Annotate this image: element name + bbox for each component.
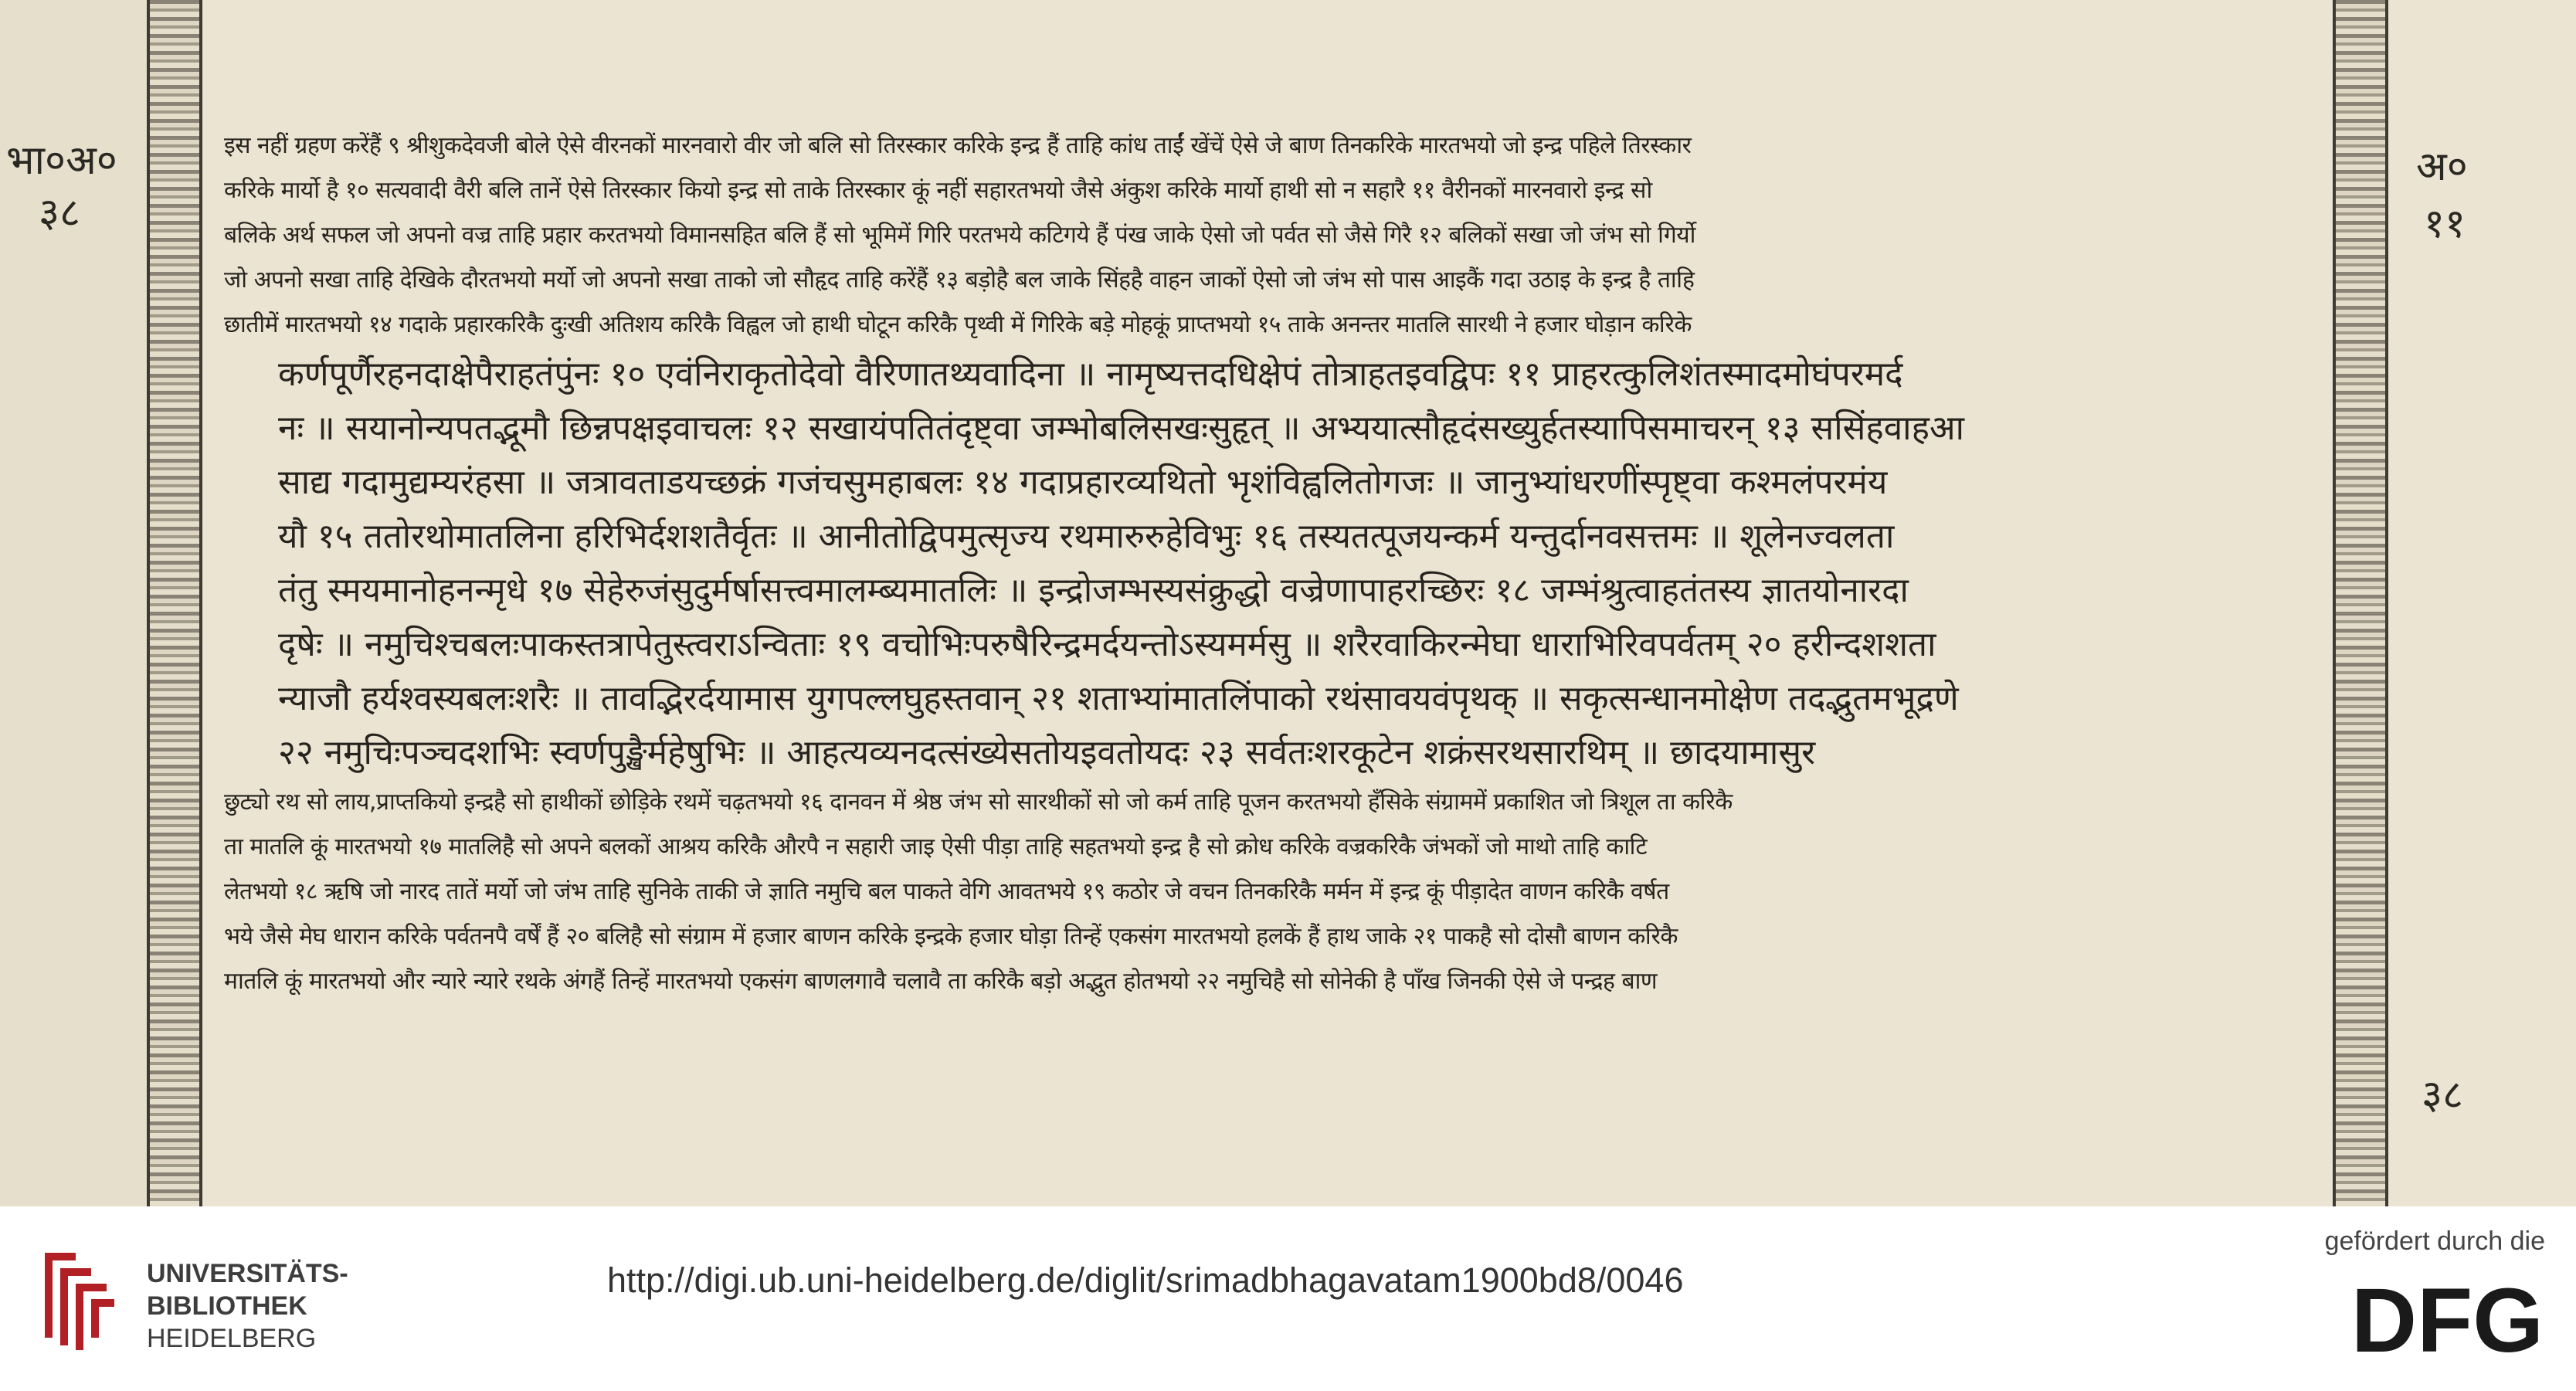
margin-page-number-left: ३८ [39, 190, 81, 236]
commentary-line: मातलि कूं मारतभयो और न्यारे न्यारे रथके अंगहैं तिन्हें मारतभयो एकसंग बाणलगावै चलावै ता करिकै बड़ो अद्भुत होतभयो २२ नमुचिहै सो सोनेकी है पाँख जिनकी ऐसे जे पन्द्रह बाण [224, 968, 1658, 995]
permalink-url[interactable]: http://digi.ub.uni-heidelberg.de/diglit/srimadbhagavatam1900bd8/0046 [607, 1260, 1684, 1300]
border-rule [2333, 0, 2336, 1206]
commentary-line: छातीमें मारतभयो १४ गदाके प्रहारकरिकै दुःखी अतिशय करिकै विह्वल जो हाथी घोटून करिकै पृथ्वी में गिरिके बड़े मोहकूं प्राप्तभयो १५ ताके अनन्तर मातलि सारथी ने हजार घोड़ान करिके [224, 311, 1692, 338]
sanskrit-verse-line: न्याजौ हर्यश्वस्यबलःशरैः ॥ तावद्भिरर्दयामास युगपल्लघुहस्तवान् २१ शताभ्यांमातलिंपाको रथंसावयवंपृथक् ॥ सकृत्सन्धानमोक्षेण तदद्भुतमभूद्रणे [278, 679, 1959, 718]
sanskrit-verse-line: कर्णपूर्णैरहनदाक्षेपैराहतंपुंनः १० एवंनिराकृतोदेवो वैरिणातथ्यवादिना ॥ नामृष्यत्तदधिक्षेपं तोत्राहतइवद्विपः ११ प्राहरत्कुलिशंतस्मादमोघंपरमर्द [278, 355, 1903, 394]
institution-name-line: HEIDELBERG [147, 1324, 317, 1353]
commentary-line: ता मातलि कूं मारतभयो १७ मातलिहै सो अपने बलकों आश्रय करिकै औरपै न सहारी जाइ ऐसी पीड़ा ताहि सहतभयो इन्द्र है सो क्रोध करिके वज्रकरिकै जंभकों जो माथो ताहि काटि [224, 833, 1648, 860]
sanskrit-verse-line: २२ नमुचिःपञ्चदशभिः स्वर्णपुङ्खैर्महेषुभिः ॥ आहत्यव्यनदत्संख्येसतोयइवतोयदः २३ सर्वतःशरकूटेन शक्रंसरथसारथिम् ॥ छादयामासुर [278, 733, 1816, 772]
dfg-logo-text: DFG [2350, 1274, 2544, 1359]
page-text [224, 124, 2325, 1004]
university-library-logo-icon[interactable] [29, 1245, 122, 1353]
commentary-line: करिके मार्यो है १० सत्यवादी वैरी बलि तानें ऐसे तिरस्कार कियो इन्द्र सो ताके तिरस्कार कूं नहीं सहारतभयो जैसे अंकुश करिके मार्यो हाथी सो न सहारै ११ वैरीनकों मारनवारो इन्द्र सो [224, 177, 1652, 204]
viewer-footer [0, 1206, 2576, 1391]
margin-chapter-number-right: ११ [2424, 201, 2466, 247]
commentary-line: इस नहीं ग्रहण करेंहैं ९ श्रीशुकदेवजी बोले ऐसे वीरनकों मारनवारो वीर जो बलि सो तिरस्कार करिके इन्द्र हैं ताहि कांध ताईं खेंचें ऐसे जे बाण तिनकरिके मारतभयो जो इन्द्र पहिले तिरस्कार [224, 132, 1692, 159]
ornamental-border-left [147, 0, 201, 1206]
commentary-line: भये जैसे मेघ धारान करिके पर्वतनपै वर्षें हैं २० बलिहै सो संग्राम में हजार बाणन करिके इन्द्रके हजार घोड़ा तिन्हें एकसंग मारतभयो हलकें हैं हाथ जाके २१ पाकहै सो दोसौ बाणन करिकै [224, 923, 1678, 950]
sanskrit-verse-line: नः ॥ सयानोन्यपतद्भूमौ छिन्नपक्षइवाचलः १२ सखायंपतितंदृष्ट्वा जम्भोबलिसखःसुहृत् ॥ अभ्ययात्सौहृदंसख्युर्हतस्यापिसमाचरन् १३ ससिंहवाहआ [278, 409, 1964, 448]
commentary-line: लेतभयो १८ ऋषि जो नारद तातें मर्यो जो जंभ ताहि सुनिके ताकी जे ज्ञाति नमुचि बल पाकते वेगि आवतभये १९ कठोर जे वचन तिनकरिकै मर्मन में इन्द्र कूं पीड़ादेत वाणन करिकै वर्षत [224, 878, 1669, 905]
commentary-line: छुट्यो रथ सो लाय,प्राप्तकियो इन्द्रहै सो हाथीकों छोड़िके रथमें चढ़तभयो १६ दानवन में श्रेष्ठ जंभ सो सारथीकों सो जो कर्म ताहि पूजन करतभयो हँसिके संग्राममें प्रकाशित जो त्रिशूल ता करिकै [224, 789, 1733, 816]
funding-note: gefördert durch die [2324, 1226, 2545, 1256]
sanskrit-verse-line: यौ १५ ततोरथोमातलिना हरिभिर्दशशतैर्वृतः ॥ आनीतोद्विपमुत्सृज्य रथमारुरुहेविभुः १६ तस्यतत्पूजयन्कर्म यन्तुर्दानवसत्तमः ॥ शूलेनज्वलता [278, 517, 1895, 556]
border-rule [2385, 0, 2388, 1206]
margin-page-number-right: ३८ [2422, 1072, 2464, 1118]
border-rule [147, 0, 150, 1206]
institution-name-line: BIBLIOTHEK [147, 1291, 307, 1321]
margin-label-right: अ० [2416, 144, 2468, 190]
commentary-line: बलिके अर्थ सफल जो अपनो वज्र ताहि प्रहार करतभयो विमानसहित बलि हैं सो भूमिमें गिरि परतभये कटिगये हैं पंख जाके ऐसो जो पर्वत सो जैसे गिरै १२ बलिकों सखा जो जंभ सो गिर्यो [224, 222, 1695, 249]
ornamental-border-right [2333, 0, 2387, 1206]
margin-label-left: भा०अ० [6, 137, 117, 184]
sanskrit-verse-line: साद्य गदामुद्यम्यरंहसा ॥ जत्रावताडयच्छक्रं गजंचसुमहाबलः १४ गदाप्रहारव्यथितो भृशंविह्वलितोगजः ॥ जानुभ्यांधरणींस्पृष्ट्वा कश्मलंपरमंय [278, 463, 1888, 502]
sanskrit-verse-line: तंतु स्मयमानोहनन्मृधे १७ सेहेरुजंसुदुर्मर्षासत्त्वमालम्ब्यमातलिः ॥ इन्द्रोजम्भस्यसंक्रुद्धो वज्रेणापाहरच्छिरः १८ जम्भंश्रुत्वाहतंतस्य ज्ञातयोनारदा [278, 571, 1909, 610]
border-rule [199, 0, 202, 1206]
institution-name-line: UNIVERSITÄTS- [147, 1259, 348, 1288]
institution-name[interactable] [147, 1257, 348, 1355]
dfg-logo-icon[interactable] [2298, 1274, 2545, 1359]
commentary-line: जो अपनो सखा ताहि देखिके दौरतभयो मर्यो जो अपनो सखा ताको जो सौहृद ताहि करेंहैं १३ बड़ोहै बल जाके सिंहहै वाहन जाकों ऐसो जो जंभ सो पास आइकैं गदा उठाइ के इन्द्र है ताहि [224, 266, 1695, 293]
sanskrit-verse-line: दृषेः ॥ नमुचिश्चबलःपाकस्तत्रापेतुस्त्वराऽन्विताः १९ वचोभिःपरुषैरिन्द्रमर्दयन्तोऽस्यमर्मसु ॥ शरैरवाकिरन्मेघा धाराभिरिवपर्वतम् २० हरीन्दशशता [278, 625, 1936, 664]
